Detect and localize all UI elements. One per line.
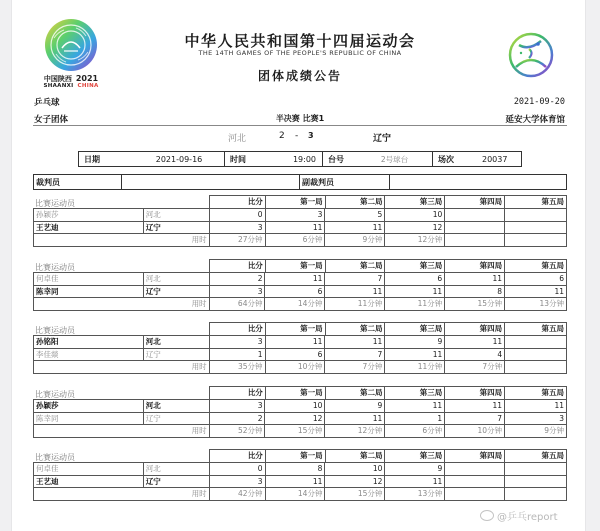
game-score: 11	[385, 475, 445, 488]
game-score: 12	[265, 412, 325, 425]
score-header: 比分	[210, 450, 266, 463]
game-score: 9	[385, 463, 445, 476]
game-5-header: 第五局	[505, 387, 567, 400]
game-score	[505, 336, 567, 349]
score-header: 比分	[210, 196, 266, 209]
game-1-header: 第一局	[265, 387, 325, 400]
match-header	[209, 449, 567, 463]
document-title-english: THE 14TH GAMES OF THE PEOPLE'S REPUBLIC OF CHINA	[198, 49, 402, 57]
player-name: 孙颖莎	[34, 400, 144, 413]
player-team: 辽宁	[143, 221, 209, 234]
game-score	[445, 209, 505, 222]
game-score: 6	[385, 273, 445, 286]
players-label: 比赛运动员	[35, 326, 75, 335]
game-score: 11	[505, 285, 567, 298]
duration-row	[34, 488, 567, 501]
game-duration: 11分钟	[385, 361, 445, 374]
match-score: 3	[209, 285, 265, 298]
game-duration: 15分钟	[445, 298, 505, 311]
match-score: 0	[209, 463, 265, 476]
duration-label: 用时	[34, 234, 210, 247]
game-duration: 7分钟	[325, 361, 385, 374]
match-score: 3	[209, 336, 265, 349]
table-row	[34, 285, 567, 298]
player-team: 辽宁	[143, 412, 209, 425]
duration-label: 用时	[34, 425, 210, 438]
weibo-icon	[480, 510, 494, 521]
game-duration: 13分钟	[385, 488, 445, 501]
match-block-3	[33, 322, 567, 374]
game-2-header: 第二局	[325, 323, 385, 336]
report-date: 2021-09-20	[513, 97, 565, 107]
sport-name: 乒乓球	[34, 98, 60, 108]
date-value: 2021-09-16	[155, 154, 203, 164]
game-2-header: 第二局	[325, 450, 385, 463]
game-score: 11	[265, 221, 325, 234]
game-score	[445, 221, 505, 234]
table-row	[34, 336, 567, 349]
game-duration: 6分钟	[385, 425, 445, 438]
game-score	[505, 221, 567, 234]
game-duration	[445, 488, 505, 501]
game-score: 6	[265, 285, 325, 298]
game-score	[505, 475, 567, 488]
player-team: 河北	[143, 273, 209, 286]
table-row	[34, 209, 567, 222]
game-score: 8	[445, 285, 505, 298]
player-team: 辽宁	[143, 475, 209, 488]
players-label: 比赛运动员	[35, 263, 75, 272]
game-1-header: 第一局	[265, 196, 325, 209]
game-score: 7	[325, 273, 385, 286]
match-score: 2	[209, 412, 265, 425]
table-row	[34, 400, 567, 413]
game-score: 7	[445, 412, 505, 425]
game-4-header: 第四局	[445, 196, 505, 209]
match-duration: 27分钟	[209, 234, 265, 247]
venue-name: 延安大学体育馆	[505, 115, 565, 125]
score-header: 比分	[210, 387, 266, 400]
players-label: 比赛运动员	[35, 453, 75, 462]
player-name: 陈幸同	[34, 285, 144, 298]
game-score: 11	[445, 336, 505, 349]
players-label: 比赛运动员	[35, 390, 75, 399]
match-table	[33, 208, 567, 247]
game-score	[505, 209, 567, 222]
game-4-header: 第四局	[445, 323, 505, 336]
game-duration: 10分钟	[265, 361, 325, 374]
header-divider	[33, 125, 567, 126]
game-score	[445, 475, 505, 488]
game-1-header: 第一局	[265, 323, 325, 336]
game-duration: 15分钟	[265, 425, 325, 438]
game-3-header: 第三局	[385, 260, 445, 273]
game-5-header: 第五局	[505, 196, 567, 209]
logo-caption-en: SHAANXI	[43, 83, 74, 89]
duration-label: 用时	[34, 488, 210, 501]
score-header: 比分	[210, 323, 266, 336]
stage-label: 半决赛 比赛1	[275, 114, 325, 123]
match-score: 3	[209, 221, 265, 234]
game-4-header: 第四局	[445, 260, 505, 273]
game-score: 11	[265, 336, 325, 349]
game-score: 11	[325, 221, 385, 234]
game-1-header: 第一局	[265, 260, 325, 273]
game-score	[445, 463, 505, 476]
team-score	[0, 131, 600, 145]
event-name: 女子团体	[34, 115, 69, 125]
match-header	[209, 386, 567, 400]
game-score: 12	[385, 221, 445, 234]
game-score: 10	[385, 209, 445, 222]
player-team: 河北	[143, 336, 209, 349]
game-5-header: 第五局	[505, 323, 567, 336]
table-row	[34, 273, 567, 286]
match-header	[209, 322, 567, 336]
game-duration	[505, 361, 567, 374]
logo-caption-year: 2021	[75, 74, 99, 83]
game-duration	[505, 488, 567, 501]
game-score: 5	[325, 209, 385, 222]
duration-label: 用时	[34, 361, 210, 374]
game-score: 6	[265, 348, 325, 361]
score-header: 比分	[210, 260, 266, 273]
match-info-box	[78, 151, 522, 167]
players-label: 比赛运动员	[35, 199, 75, 208]
referee-value	[122, 175, 300, 189]
game-4-header: 第四局	[445, 450, 505, 463]
player-team: 辽宁	[143, 285, 209, 298]
match-table	[33, 399, 567, 438]
game-score: 9	[325, 400, 385, 413]
match-header	[209, 195, 567, 209]
watermark-text: @乒乓report	[497, 512, 558, 523]
game-duration: 6分钟	[265, 234, 325, 247]
game-score: 11	[325, 285, 385, 298]
game-score: 12	[325, 475, 385, 488]
team-b-name: 辽宁	[373, 134, 392, 144]
time-label: 时间	[224, 152, 274, 166]
document-subtitle: 团体成绩公告	[257, 69, 342, 83]
game-duration: 9分钟	[505, 425, 567, 438]
game-score: 11	[265, 475, 325, 488]
game-score: 1	[385, 412, 445, 425]
match-table	[33, 272, 567, 311]
game-duration	[505, 234, 567, 247]
match-score: 0	[209, 209, 265, 222]
game-5-header: 第五局	[505, 450, 567, 463]
date-label: 日期	[84, 154, 100, 164]
score-separator: -	[295, 131, 299, 141]
match-duration: 42分钟	[209, 488, 265, 501]
player-name: 孙铭阳	[34, 336, 144, 349]
match-block-2	[33, 259, 567, 311]
game-score: 4	[445, 348, 505, 361]
document-title: 中华人民共和国第十四届运动会	[184, 32, 416, 50]
match-duration: 64分钟	[209, 298, 265, 311]
game-duration: 11分钟	[325, 298, 385, 311]
game-3-header: 第三局	[385, 450, 445, 463]
player-team: 辽宁	[143, 348, 209, 361]
game-duration: 14分钟	[265, 298, 325, 311]
player-team: 河北	[143, 400, 209, 413]
match-score: 3	[209, 475, 265, 488]
team-a-score: 2	[279, 131, 285, 141]
player-name: 何卓佳	[34, 273, 144, 286]
duration-row	[34, 234, 567, 247]
logo-caption-china: CHINA	[77, 83, 99, 89]
session-label: 场次	[432, 152, 482, 166]
officials-box	[33, 174, 567, 190]
match-header	[209, 259, 567, 273]
game-score	[505, 348, 567, 361]
table-row	[34, 221, 567, 234]
game-2-header: 第二局	[325, 196, 385, 209]
game-score: 6	[505, 273, 567, 286]
match-block-5	[33, 449, 567, 501]
referee-label: 裁判员	[34, 175, 122, 189]
game-score: 3	[505, 412, 567, 425]
game-duration: 9分钟	[325, 234, 385, 247]
game-score: 3	[265, 209, 325, 222]
assistant-referee-label: 副裁判员	[300, 175, 390, 189]
game-score: 11	[265, 273, 325, 286]
game-4-header: 第四局	[445, 387, 505, 400]
player-name: 王艺迪	[34, 221, 144, 234]
match-table	[33, 335, 567, 374]
duration-label: 用时	[34, 298, 210, 311]
game-duration: 11分钟	[385, 298, 445, 311]
game-score: 10	[265, 400, 325, 413]
game-score	[505, 463, 567, 476]
duration-row	[34, 361, 567, 374]
game-score: 9	[385, 336, 445, 349]
table-row	[34, 412, 567, 425]
player-name: 何卓佳	[34, 463, 144, 476]
match-duration: 52分钟	[209, 425, 265, 438]
game-1-header: 第一局	[265, 450, 325, 463]
table-row	[34, 348, 567, 361]
team-a-name: 河北	[228, 134, 247, 144]
match-duration: 35分钟	[209, 361, 265, 374]
game-3-header: 第三局	[385, 323, 445, 336]
player-name: 李佳燚	[34, 348, 144, 361]
match-block-1	[33, 195, 567, 247]
game-duration: 14分钟	[265, 488, 325, 501]
session-value: 20037	[482, 154, 508, 164]
game-score: 10	[325, 463, 385, 476]
game-score: 8	[265, 463, 325, 476]
game-2-header: 第二局	[325, 387, 385, 400]
team-b-score: 3	[308, 131, 314, 140]
game-score: 11	[385, 348, 445, 361]
game-score: 11	[385, 400, 445, 413]
watermark	[480, 508, 558, 523]
game-3-header: 第三局	[385, 387, 445, 400]
match-block-4	[33, 386, 567, 438]
table-value: 2号球台	[380, 154, 409, 164]
game-2-header: 第二局	[325, 260, 385, 273]
game-duration: 10分钟	[445, 425, 505, 438]
game-duration: 12分钟	[385, 234, 445, 247]
player-team: 河北	[143, 209, 209, 222]
game-score: 7	[325, 348, 385, 361]
duration-row	[34, 425, 567, 438]
game-score: 11	[325, 336, 385, 349]
match-score: 1	[209, 348, 265, 361]
table-row	[34, 475, 567, 488]
duration-row	[34, 298, 567, 311]
player-name: 孙颖莎	[34, 209, 144, 222]
match-table	[33, 462, 567, 501]
game-score: 11	[445, 400, 505, 413]
game-score: 11	[505, 400, 567, 413]
game-score: 11	[445, 273, 505, 286]
game-score: 11	[325, 412, 385, 425]
table-row	[34, 463, 567, 476]
logo-caption-cn: 中国陕西	[43, 75, 72, 83]
player-team: 河北	[143, 463, 209, 476]
assistant-referee-value	[390, 175, 566, 189]
game-score: 11	[385, 285, 445, 298]
game-duration	[445, 234, 505, 247]
table-label: 台号	[322, 152, 357, 166]
game-duration: 7分钟	[445, 361, 505, 374]
game-duration: 12分钟	[325, 425, 385, 438]
game-3-header: 第三局	[385, 196, 445, 209]
player-name: 陈幸同	[34, 412, 144, 425]
player-name: 王艺迪	[34, 475, 144, 488]
game-duration: 13分钟	[505, 298, 567, 311]
game-5-header: 第五局	[505, 260, 567, 273]
match-score: 3	[209, 400, 265, 413]
match-score: 2	[209, 273, 265, 286]
game-duration: 15分钟	[325, 488, 385, 501]
time-value: 19:00	[292, 154, 316, 164]
